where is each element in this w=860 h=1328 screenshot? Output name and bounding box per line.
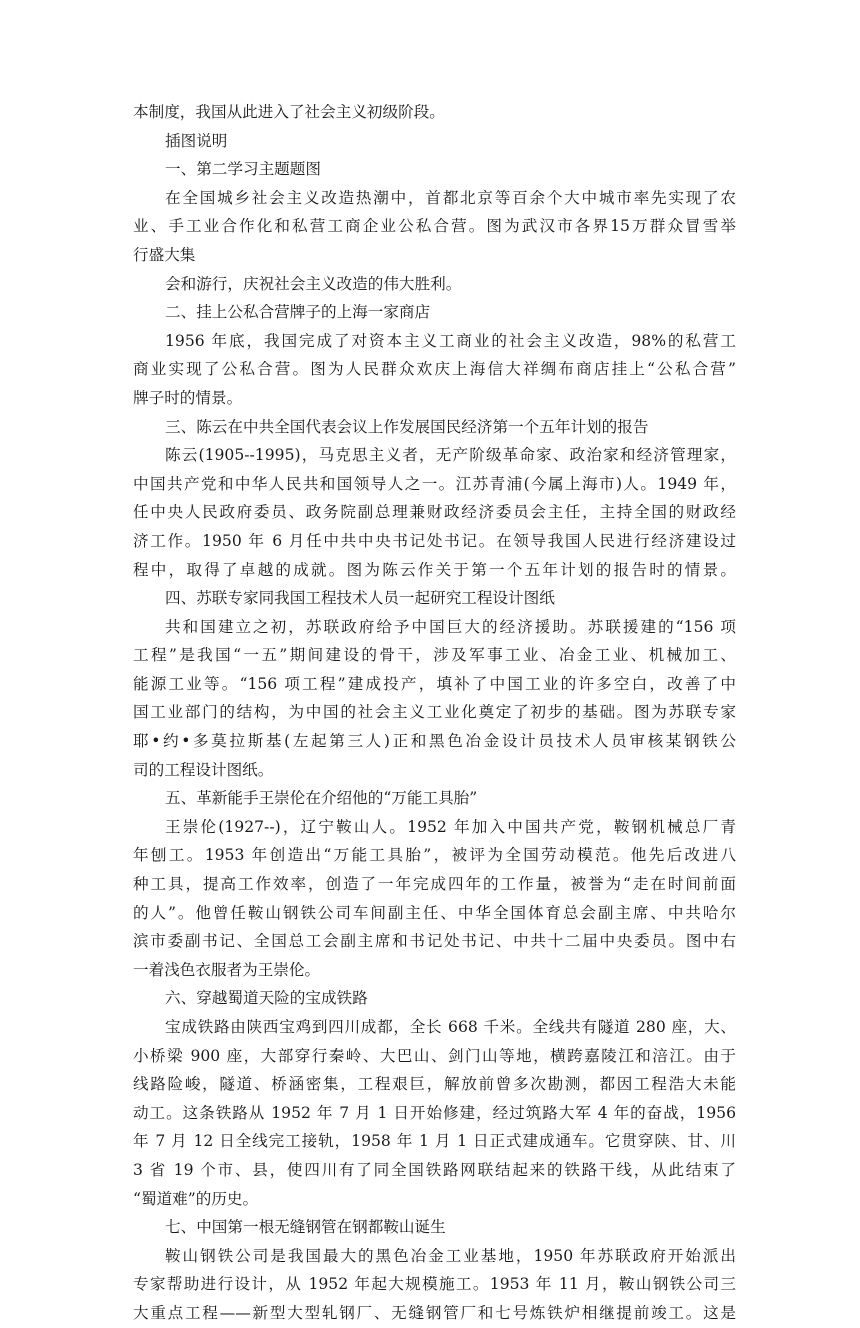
- text-line: 年刨工。1953 年创造出“万能工具胎”，被评为全国劳动模范。他先后改进八: [133, 846, 736, 865]
- text-line: 六、穿越蜀道天险的宝成铁路: [165, 989, 368, 1008]
- text-line: 的人”。他曾任鞍山钢铁公司车间副主任、中华全国体育总会副主席、中共哈尔: [133, 903, 736, 922]
- text-line: 牌子时的情景。: [133, 388, 243, 407]
- text-line: 国工业部门的结构，为中国的社会主义工业化奠定了初步的基础。图为苏联专家: [133, 703, 736, 722]
- text-line: 工程”是我国“一五”期间建设的骨干，涉及军事工业、冶金工业、机械加工、: [133, 646, 736, 665]
- text-line: 二、挂上公私合营牌子的上海一家商店: [165, 303, 431, 322]
- text-line: 1956 年底，我国完成了对资本主义工商业的社会主义改造，98%的私营工: [165, 331, 736, 350]
- text-line: 滨市委副书记、全国总工会副主席和书记处书记、中共十二届中央委员。图中右: [133, 932, 736, 951]
- text-line: 专家帮助进行设计，从 1952 年起大规模施工。1953 年 11 月，鞍山钢铁公司三: [133, 1275, 736, 1294]
- text-line: 五、革新能手王崇伦在介绍他的“万能工具胎”: [165, 789, 478, 808]
- text-line: 动工。这条铁路从 1952 年 7 月 1 日开始修建，经过筑路大军 4 年的奋战，1956: [133, 1103, 736, 1122]
- text-line: 程中，取得了卓越的成就。图为陈云作关于第一个五年计划的报告时的情景。: [133, 560, 736, 579]
- text-line: 3 省 19 个市、县，使四川有了同全国铁路网联结起来的铁路干线，从此结束了: [133, 1160, 736, 1179]
- document-body: [133, 98, 736, 1328]
- text-line: 本制度，我国从此进入了社会主义初级阶段。: [133, 103, 445, 121]
- text-line: 陈云(1905--1995)，马克思主义者，无产阶级革命家、政治家和经济管理家，: [165, 446, 736, 465]
- text-line: 一着浅色衣服者为王崇伦。: [133, 960, 321, 979]
- text-line: 济工作。1950 年 6 月任中共中央书记处书记。在领导我国人民进行经济建设过: [133, 531, 736, 550]
- text-line: 王崇伦(1927--)，辽宁鞍山人。1952 年加入中国共产党，鞍钢机械总厂青: [165, 817, 736, 836]
- text-line: 三、陈云在中共全国代表会议上作发展国民经济第一个五年计划的报告: [165, 417, 649, 436]
- text-line: 插图说明: [165, 131, 228, 150]
- text-line: 大重点工程——新型大型轧钢厂、无缝钢管厂和七号炼铁炉相继提前竣工。这是: [133, 1303, 736, 1322]
- text-line: 年 7 月 12 日全线完工接轨，1958 年 1 月 1 日正式建成通车。它贯穿陕、甘、川: [133, 1132, 736, 1151]
- text-line: “蜀道难”的历史。: [133, 1189, 259, 1208]
- text-line: 司的工程设计图纸。: [133, 760, 274, 779]
- text-line: 小桥梁 900 座，大部穿行秦岭、大巴山、剑门山等地，横跨嘉陵江和涪江。由于: [133, 1046, 736, 1065]
- text-line: 会和游行，庆祝社会主义改造的伟大胜利。: [165, 274, 462, 293]
- text-line: 种工具，提高工作效率，创造了一年完成四年的工作量，被誉为“走在时间前面: [133, 875, 736, 894]
- text-line: 商业实现了公私合营。图为人民群众欢庆上海信大祥绸布商店挂上“公私合营”: [133, 360, 736, 379]
- text-line: 七、中国第一根无缝钢管在钢都鞍山诞生: [165, 1218, 446, 1237]
- text-line: 共和国建立之初，苏联政府给予中国巨大的经济援助。苏联援建的“156 项: [165, 617, 736, 636]
- text-line: 鞍山钢铁公司是我国最大的黑色冶金工业基地，1950 年苏联政府开始派出: [165, 1246, 736, 1265]
- text-line: 四、苏联专家同我国工程技术人员一起研究工程设计图纸: [165, 589, 555, 608]
- text-line: 行盛大集: [133, 245, 196, 264]
- text-line: 业、手工业合作化和私营工商企业公私合营。图为武汉市各界15万群众冒雪举: [133, 217, 736, 236]
- text-line: 能源工业等。“156 项工程”建成投产，填补了中国工业的许多空白，改善了中: [133, 674, 736, 693]
- text-line: 线路险峻，隧道、桥涵密集，工程艰巨，解放前曾多次勘测，都因工程浩大未能: [133, 1075, 736, 1094]
- text-line: 宝成铁路由陕西宝鸡到四川成都，全长 668 千米。全线共有隧道 280 座，大、: [165, 1018, 736, 1036]
- text-line: 中国共产党和中华人民共和国领导人之一。江苏青浦(今属上海市)人。1949 年，: [133, 474, 736, 493]
- text-line: 任中央人民政府委员、政务院副总理兼财政经济委员会主任，主持全国的财政经: [133, 503, 736, 522]
- text-line: 一、第二学习主题题图: [165, 160, 321, 179]
- text-line: 耶•约•多莫拉斯基(左起第三人)正和黑色冶金设计员技术人员审核某钢铁公: [133, 732, 736, 751]
- text-line: 在全国城乡社会主义改造热潮中，首都北京等百余个大中城市率先实现了农: [165, 188, 736, 207]
